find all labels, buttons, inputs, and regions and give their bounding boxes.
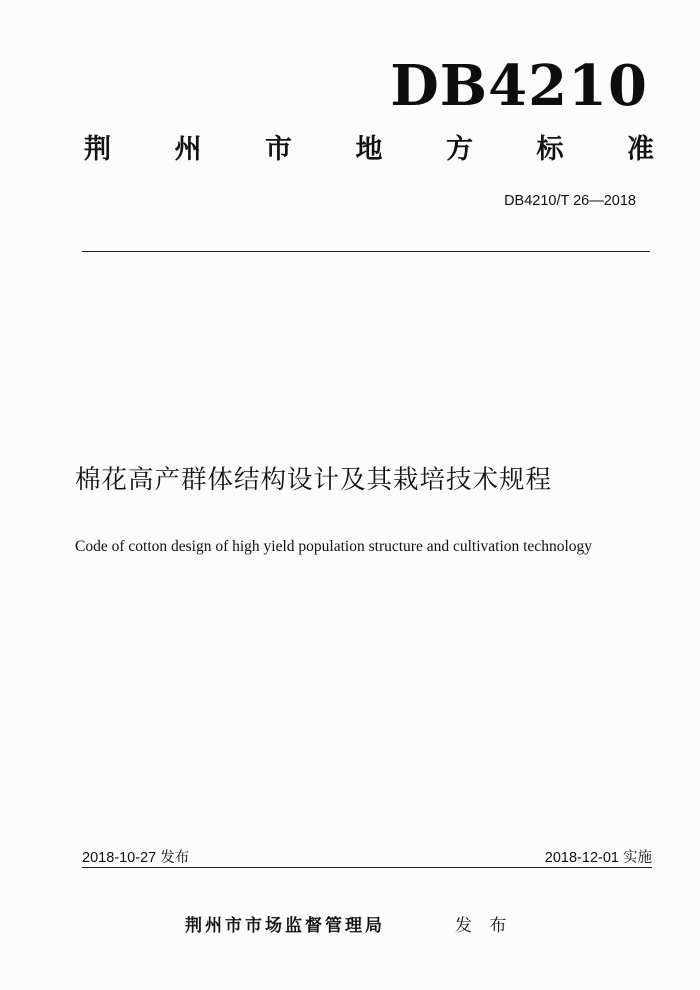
issuing-authority: 荆州市市场监督管理局 — [185, 916, 385, 936]
standard-type-char: 地 — [355, 134, 383, 165]
standard-number: DB4210/T 26—2018 — [504, 193, 636, 209]
standard-type-char: 荆 — [84, 134, 111, 165]
implementation-date: 2018-12-01 实施 — [544, 850, 652, 866]
standard-code-logo: DB4210 — [390, 53, 648, 119]
standard-type-char: 市 — [265, 134, 292, 165]
header-divider — [82, 251, 650, 252]
issue-label: 发 布 — [455, 916, 513, 936]
standard-type-heading — [84, 136, 654, 163]
standard-type-char: 准 — [627, 134, 654, 165]
standard-type-char: 标 — [536, 134, 564, 165]
standard-type-char: 方 — [446, 134, 473, 165]
document-title-english: Code of cotton design of high yield population structure and cultivation technology — [75, 538, 592, 555]
document-title-chinese: 棉花高产群体结构设计及其栽培技术规程 — [75, 465, 553, 495]
issuer-line — [185, 918, 512, 935]
release-date: 2018-10-27 发布 — [82, 850, 190, 866]
footer-divider — [82, 867, 652, 868]
dates-row — [82, 851, 652, 866]
standard-type-char: 州 — [174, 134, 202, 165]
